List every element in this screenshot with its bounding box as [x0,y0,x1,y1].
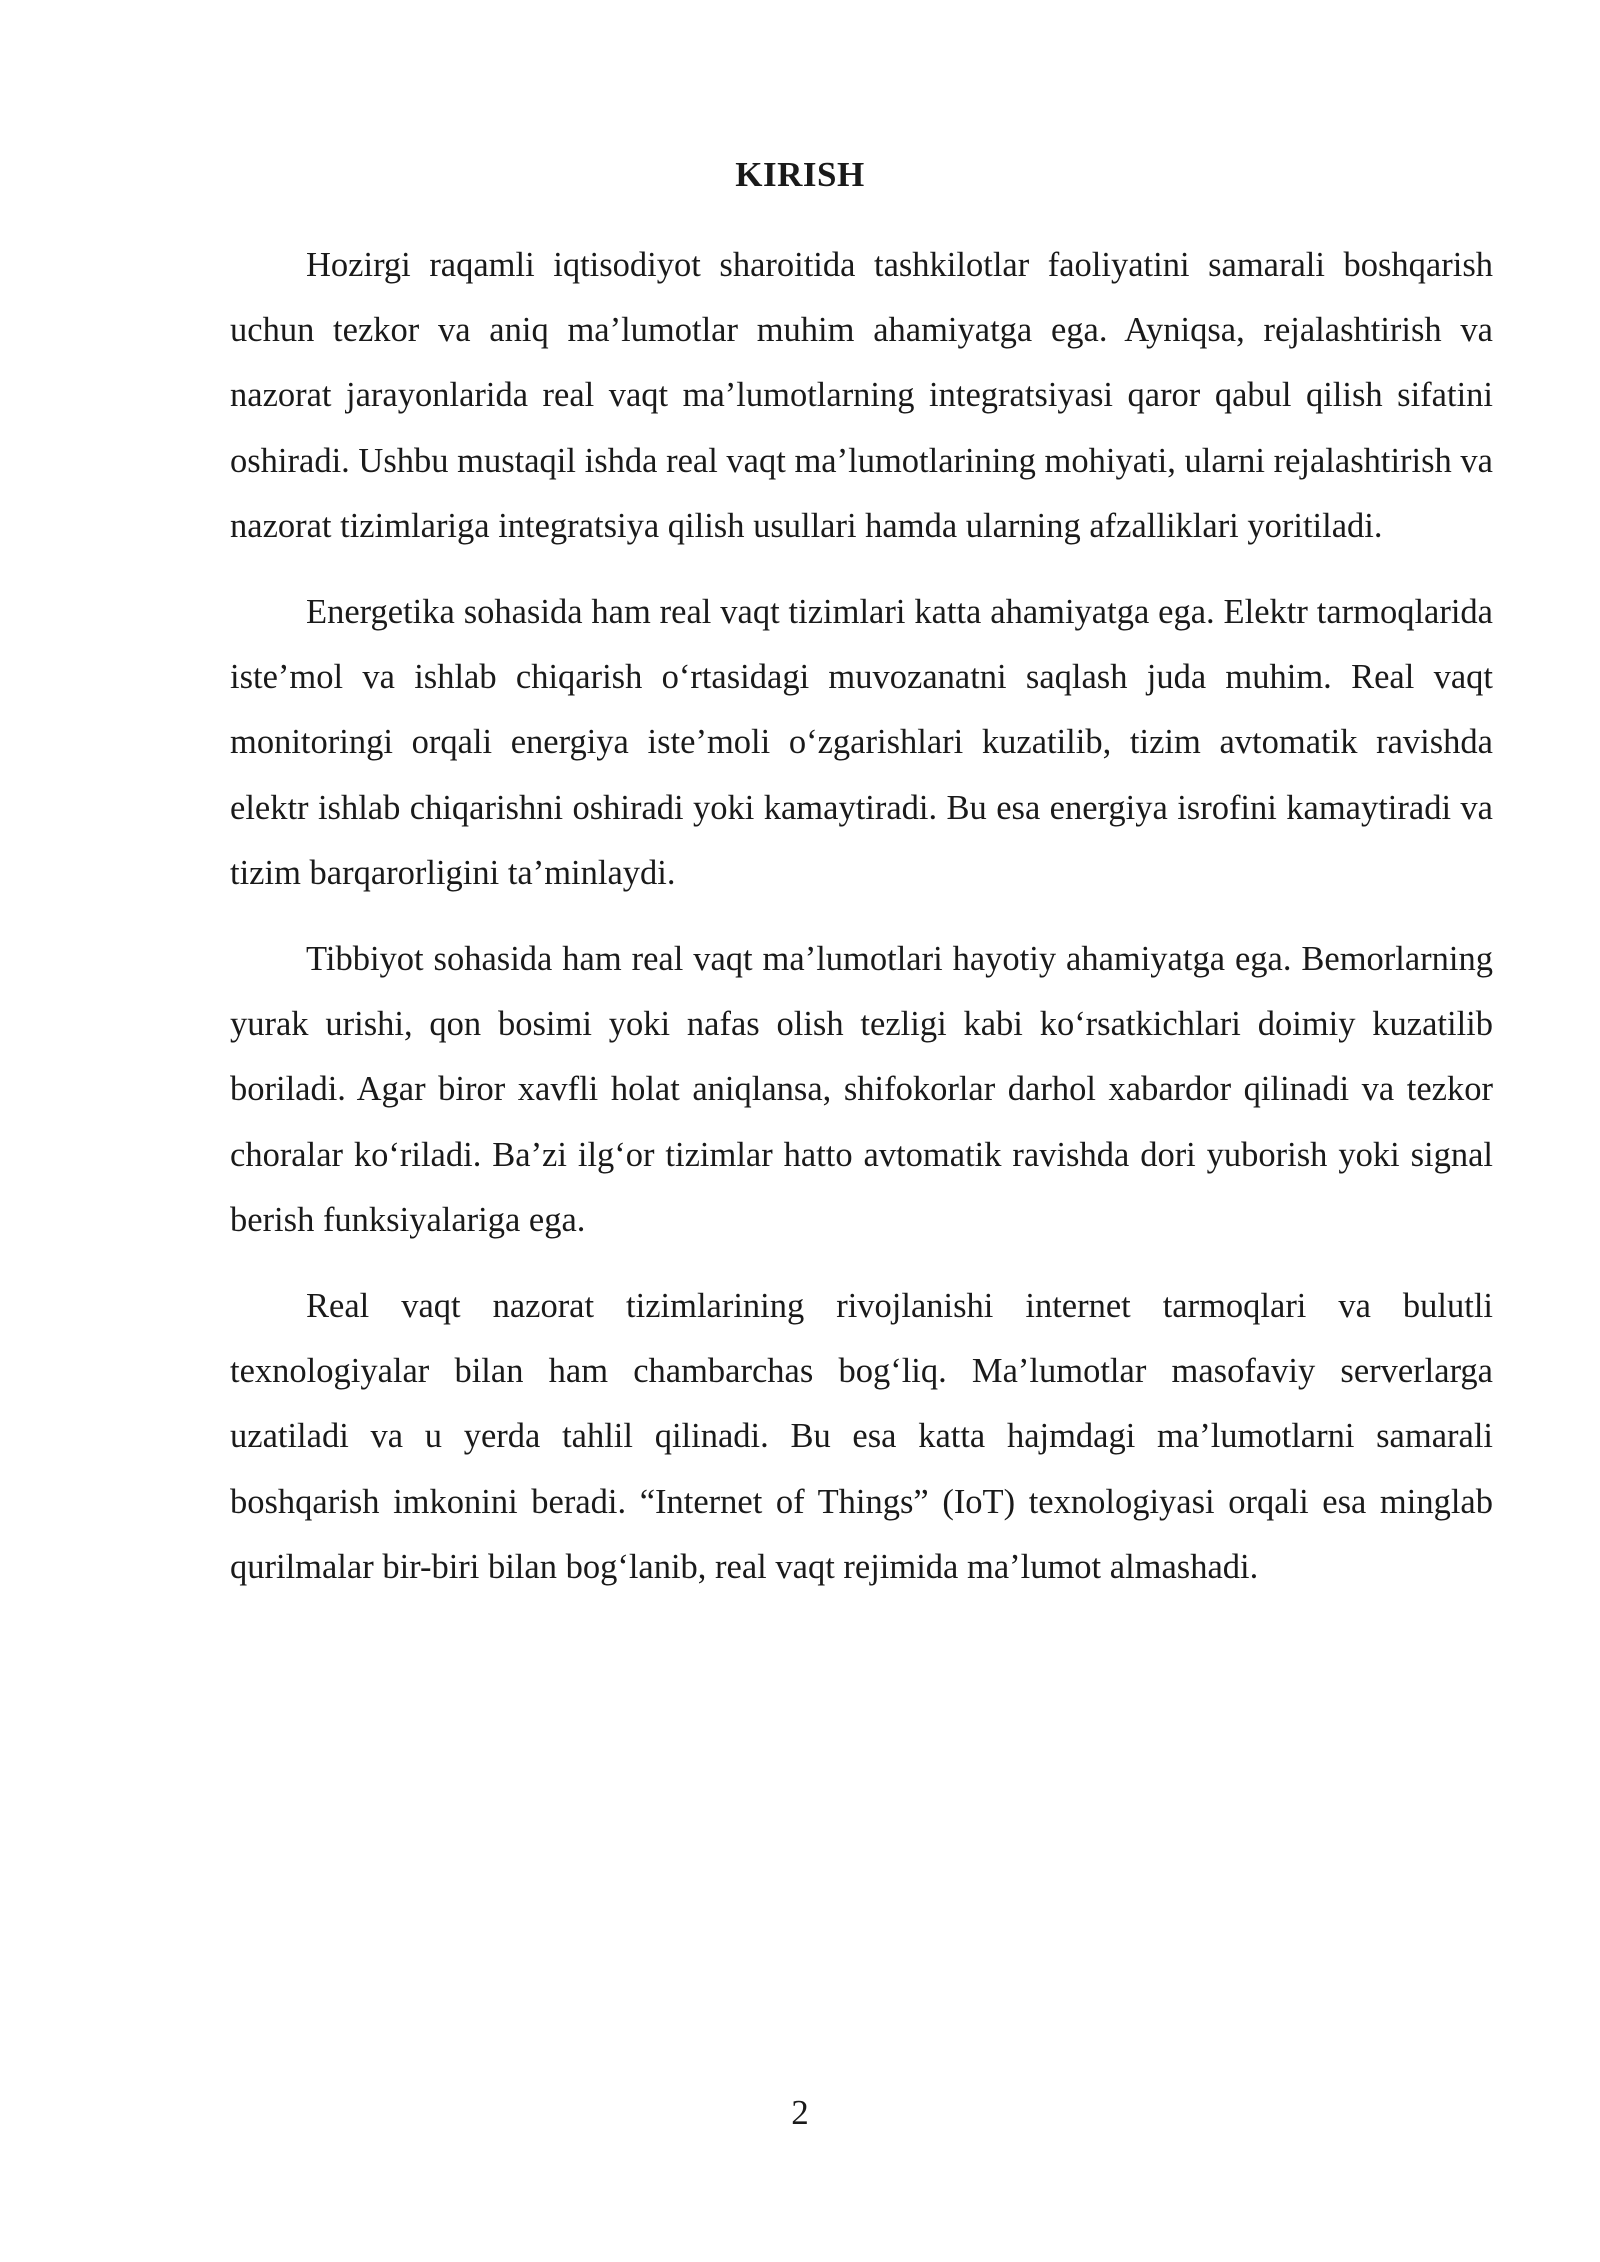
body-text [230,233,1493,1621]
paragraph-energy: Energetika sohasida ham real vaqt tizimlari katta ahamiyatga ega. Elektr tarmoqlarida iste’mol va ishlab chiqarish o‘rtasidagi muvozanatni saqlash juda muhim. Real vaqt monitoringi orqali energiya iste’moli o‘zgarishlari kuzatilib, tizim avtomatik ravishda elektr ishlab chiqarishni oshiradi yoki kamaytiradi. Bu esa energiya isrofini kamaytiradi va tizim barqarorligini ta’minlaydi. [230,593,1493,892]
paragraph-iot: Real vaqt nazorat tizimlarining rivojlanishi internet tarmoqlari va bulutli texnologiyalar bilan ham chambarchas bog‘liq. Ma’lumotlar masofaviy serverlarga uzatiladi va u yerda tahlil qilinadi. Bu esa katta hajmdagi ma’lumotlarni samarali boshqarish imkonini beradi. “Internet of Things” (IoT) texnologiyasi orqali esa minglab qurilmalar bir-biri bilan bog‘lanib, real vaqt rejimida ma’lumot almashadi. [230,1287,1493,1586]
paragraph-medicine: Tibbiyot sohasida ham real vaqt ma’lumotlari hayotiy ahamiyatga ega. Bemorlarning yurak urishi, qon bosimi yoki nafas olish tezligi kabi ko‘rsatkichlari doimiy kuzatilib boriladi. Agar biror xavfli holat aniqlansa, shifokorlar darhol xabardor qilinadi va tezkor choralar ko‘riladi. Ba’zi ilg‘or tizimlar hatto avtomatik ravishda dori yuborish yoki signal berish funksiyalariga ega. [230,940,1493,1239]
page-number: 2 [791,2093,809,2132]
paragraph-intro: Hozirgi raqamli iqtisodiyot sharoitida tashkilotlar faoliyatini samarali boshqarish uchun tezkor va aniq ma’lumotlar muhim ahamiyatga ega. Ayniqsa, rejalashtirish va nazorat jarayonlarida real vaqt ma’lumotlarning integratsiyasi qaror qabul qilish sifatini oshiradi. Ushbu mustaqil ishda real vaqt ma’lumotlarining mohiyati, ularni rejalashtirish va nazorat tizimlariga integratsiya qilish usullari hamda ularning afzalliklari yoritiladi. [230,246,1493,545]
section-title: KIRISH [735,155,865,194]
